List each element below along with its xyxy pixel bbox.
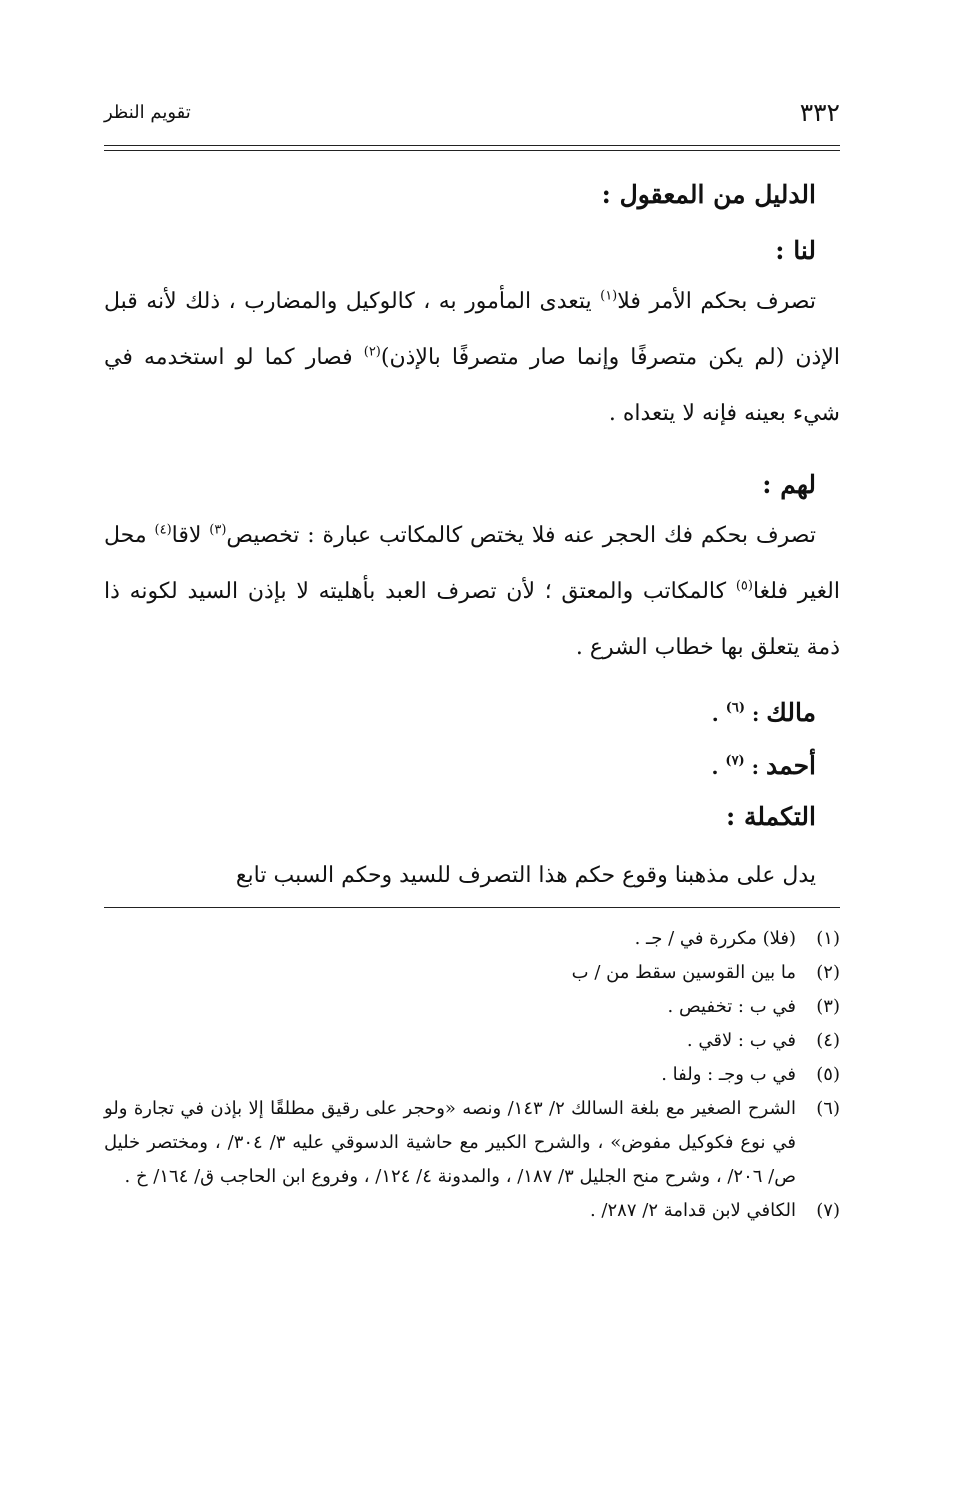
line-end: .	[711, 755, 726, 779]
footnote-number: (١)	[816, 928, 840, 949]
footnote-item	[104, 990, 840, 1024]
paragraph-their-argument	[104, 508, 840, 676]
footnote-ref: (٢)	[363, 344, 381, 360]
paragraph-text: فصار كما لو استخدمه في شيء بعينه فإنه لا يتعداه .	[104, 345, 840, 426]
footnote-number: (٣)	[816, 996, 840, 1017]
line-malik	[104, 696, 840, 731]
footnotes-list	[104, 922, 840, 1228]
footnote-divider	[104, 907, 840, 908]
separator: :	[744, 702, 767, 726]
heading-for-us: لنا :	[775, 236, 816, 265]
footnote-ref: (٦)	[725, 700, 745, 716]
footnote-number: (٦)	[816, 1098, 840, 1119]
label-malik: مالك	[766, 698, 816, 727]
footnote-text: في ب وجـ : ولفا .	[661, 1064, 796, 1085]
footnote-text: الشرح الصغير مع بلغة السالك ٢/ ١٤٣/ ونصه «وحجر على رقيق مطلقًا إلا بإذن في تجارة ولو في نوع فكوكيل مفوض» ، والشرح الكبير مع حاشية الدسوقي عليه ٣/ ٣٠٤/ ، ومختصر خليل ص/ ٢٠٦/ ، وشرح منح الجليل ٣/ ١٨٧/ ، والمدونة ٤/ ١٢٤/ ، وفروع ابن الحاجب ق/ ١٦٤/ خ .	[104, 1098, 796, 1187]
paragraph-our-argument	[104, 274, 840, 442]
main-text	[104, 164, 840, 904]
footnote-ref: (٤)	[154, 522, 172, 538]
running-head	[104, 96, 840, 136]
footnote-ref: (٣)	[209, 522, 227, 538]
footnote-ref: (٥)	[735, 578, 753, 594]
footnote-item	[104, 1058, 840, 1092]
paragraph-text: تصرف بحكم فك الحجر عنه فلا يختص كالمكاتب عبارة : تخصيص	[226, 523, 816, 548]
heading-completion: التكملة :	[726, 802, 816, 831]
header-rule-double	[104, 150, 840, 151]
paragraph-text: تصرف بحكم الأمر فلا	[617, 289, 816, 314]
paragraph-text: يتعدى المأمور به ، كالوكيل والمضارب ، ذلك لأنه قبل الإذن (لم يكن متصرفًا وإنما صار متصرفًا بالإذن)	[104, 289, 841, 370]
paragraph-text: كالمكاتب والمعتق ؛ لأن تصرف العبد بأهليته لا بإذن السيد لكونه ذا ذمة يتعلق بها خطاب الشرع .	[104, 579, 840, 660]
footnote-number: (٢)	[816, 962, 840, 983]
running-title: تقويم النظر	[104, 102, 191, 123]
heading-rational-evidence: الدليل من المعقول :	[601, 180, 816, 209]
footnote-text: (فلا) مكررة في / جـ .	[634, 928, 796, 949]
footnote-ref: (١)	[600, 288, 618, 304]
heading-for-them: لهم :	[762, 470, 816, 499]
page-number: ٣٣٢	[799, 98, 840, 127]
footnote-text: الكافي لابن قدامة ٢/ ٢٨٧/ .	[589, 1200, 796, 1221]
footnote-item	[104, 1092, 840, 1194]
separator: :	[744, 755, 767, 779]
footnote-text: ما بين القوسين سقط من / ب	[571, 962, 796, 983]
footnote-item	[104, 922, 840, 956]
header-rule	[104, 145, 840, 146]
paragraph-text: لاقا	[171, 523, 210, 548]
footnote-text: في ب : لاقي .	[686, 1030, 796, 1051]
footnote-number: (٥)	[816, 1064, 840, 1085]
label-ahmad: أحمد	[766, 751, 816, 780]
footnote-item	[104, 1194, 840, 1228]
footnote-number: (٧)	[816, 1200, 840, 1221]
footnote-item	[104, 1024, 840, 1058]
line-ahmad	[104, 749, 840, 784]
footnote-number: (٤)	[816, 1030, 840, 1051]
line-end: .	[711, 702, 726, 726]
footnote-ref: (٧)	[725, 753, 745, 769]
footnote-item	[104, 956, 840, 990]
footnote-text: في ب : تخفيص .	[667, 996, 796, 1017]
paragraph-text: محل الغير فلغا	[104, 523, 840, 604]
paragraph-completion: يدل على مذهبنا وقوع حكم هذا التصرف للسيد وحكم السبب تابع	[235, 863, 816, 888]
